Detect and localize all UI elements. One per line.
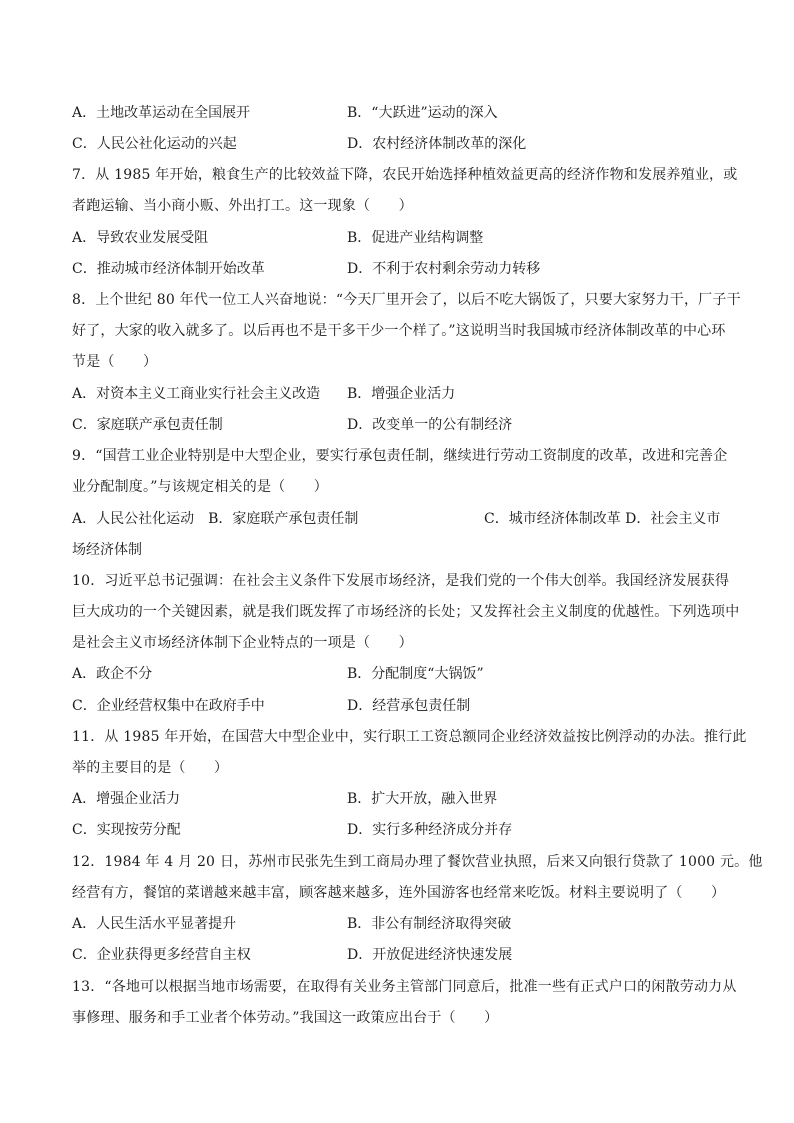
q13-stem-line2: 事修理、服务和手工业者个体劳动。”我国这一政策应出台于（ ）: [72, 1010, 499, 1026]
q8-option-c: C．家庭联产承包责任制: [72, 417, 223, 433]
q6-option-b: B．“大跃进”运动的深入: [347, 105, 498, 121]
q12-stem-line2: 经营有方，餐馆的菜谱越来越丰富，顾客越来越多，连外国游客也经常来吃饭。材料主要说明了（ ）: [72, 885, 726, 901]
q9-options-wrap: 场经济体制: [72, 542, 142, 558]
q10-option-b: B．分配制度“大锅饭”: [347, 666, 484, 682]
q12-stem-line1: 12．1984 年 4 月 20 日，苏州市民张先生到工商局办理了餐饮营业执照，后来又向银行贷款了 1000 元。他: [72, 854, 763, 870]
q9-options-ab: A．人民公社化运动 B．家庭联产承包责任制: [72, 511, 359, 527]
q12-option-a: A．人民生活水平显著提升: [72, 916, 237, 932]
q12-option-c: C．企业获得更多经营自主权: [72, 947, 251, 963]
q8-option-a: A．对资本主义工商业实行社会主义改造: [72, 386, 321, 402]
q13-stem-line1: 13．“各地可以根据当地市场需要，在取得有关业务主管部门同意后，批准一些有正式户口的闲散劳动力从: [72, 979, 737, 995]
q7-stem-line2: 者跑运输、当小商小贩、外出打工。这一现象（ ）: [72, 198, 413, 214]
q11-stem-line1: 11．从 1985 年开始，在国营大中型企业中，实行职工工资总额同企业经济效益按比例浮动的办法。推行此: [72, 729, 747, 745]
q12-option-d: D．开放促进经济快速发展: [347, 947, 513, 963]
q10-option-c: C．企业经营权集中在政府手中: [72, 698, 265, 714]
q7-option-b: B．促进产业结构调整: [347, 230, 484, 246]
q7-stem-line1: 7．从 1985 年开始，粮食生产的比较效益下降，农民开始选择种植效益更高的经济作物和发展养殖业，或: [72, 167, 738, 183]
q9-stem-line1: 9．“国营工业企业特别是中大型企业，要实行承包责任制，继续进行劳动工资制度的改革，改进和完善企: [72, 448, 728, 464]
q10-stem-line1: 10．习近平总书记强调：在社会主义条件下发展市场经济，是我们党的一个伟大创举。我国经济发展获得: [72, 573, 730, 589]
q9-options-cd: C．城市经济体制改革 D．社会主义市: [484, 511, 721, 527]
q11-option-b: B．扩大开放，融入世界: [347, 791, 498, 807]
q6-option-a: A．土地改革运动在全国展开: [72, 105, 251, 121]
q9-stem-line2: 业分配制度。”与该规定相关的是（ ）: [72, 479, 328, 495]
q8-stem-line3: 节是（ ）: [72, 354, 158, 370]
q7-option-a: A．导致农业发展受阻: [72, 230, 209, 246]
q7-option-d: D．不利于农村剩余劳动力转移: [347, 261, 541, 277]
q10-stem-line3: 是社会主义市场经济体制下企业特点的一项是（ ）: [72, 635, 413, 651]
q11-option-c: C．实现按劳分配: [72, 822, 181, 838]
q10-option-d: D．经营承包责任制: [347, 698, 471, 714]
q8-stem-line1: 8．上个世纪 80 年代一位工人兴奋地说：“今天厂里开会了，以后不吃大锅饭了，只要大家努力干，厂子干: [72, 292, 741, 308]
q8-stem-line2: 好了，大家的收入就多了。以后再也不是干多干少一个样了。”这说明当时我国城市经济体制改革的中心环: [72, 323, 726, 339]
q12-option-b: B．非公有制经济取得突破: [347, 916, 512, 932]
q6-option-d: D．农村经济体制改革的深化: [347, 136, 527, 152]
q11-option-a: A．增强企业活力: [72, 791, 181, 807]
q6-option-c: C．人民公社化运动的兴起: [72, 136, 237, 152]
q11-option-d: D．实行多种经济成分并存: [347, 822, 513, 838]
q8-option-b: B．增强企业活力: [347, 386, 456, 402]
q11-stem-line2: 举的主要目的是（ ）: [72, 760, 229, 776]
q7-option-c: C．推动城市经济体制开始改革: [72, 261, 265, 277]
q8-option-d: D．改变单一的公有制经济: [347, 417, 513, 433]
q10-stem-line2: 巨大成功的一个关键因素，就是我们既发挥了市场经济的长处；又发挥社会主义制度的优越性。下列选项中: [72, 604, 740, 620]
q10-option-a: A．政企不分: [72, 666, 153, 682]
